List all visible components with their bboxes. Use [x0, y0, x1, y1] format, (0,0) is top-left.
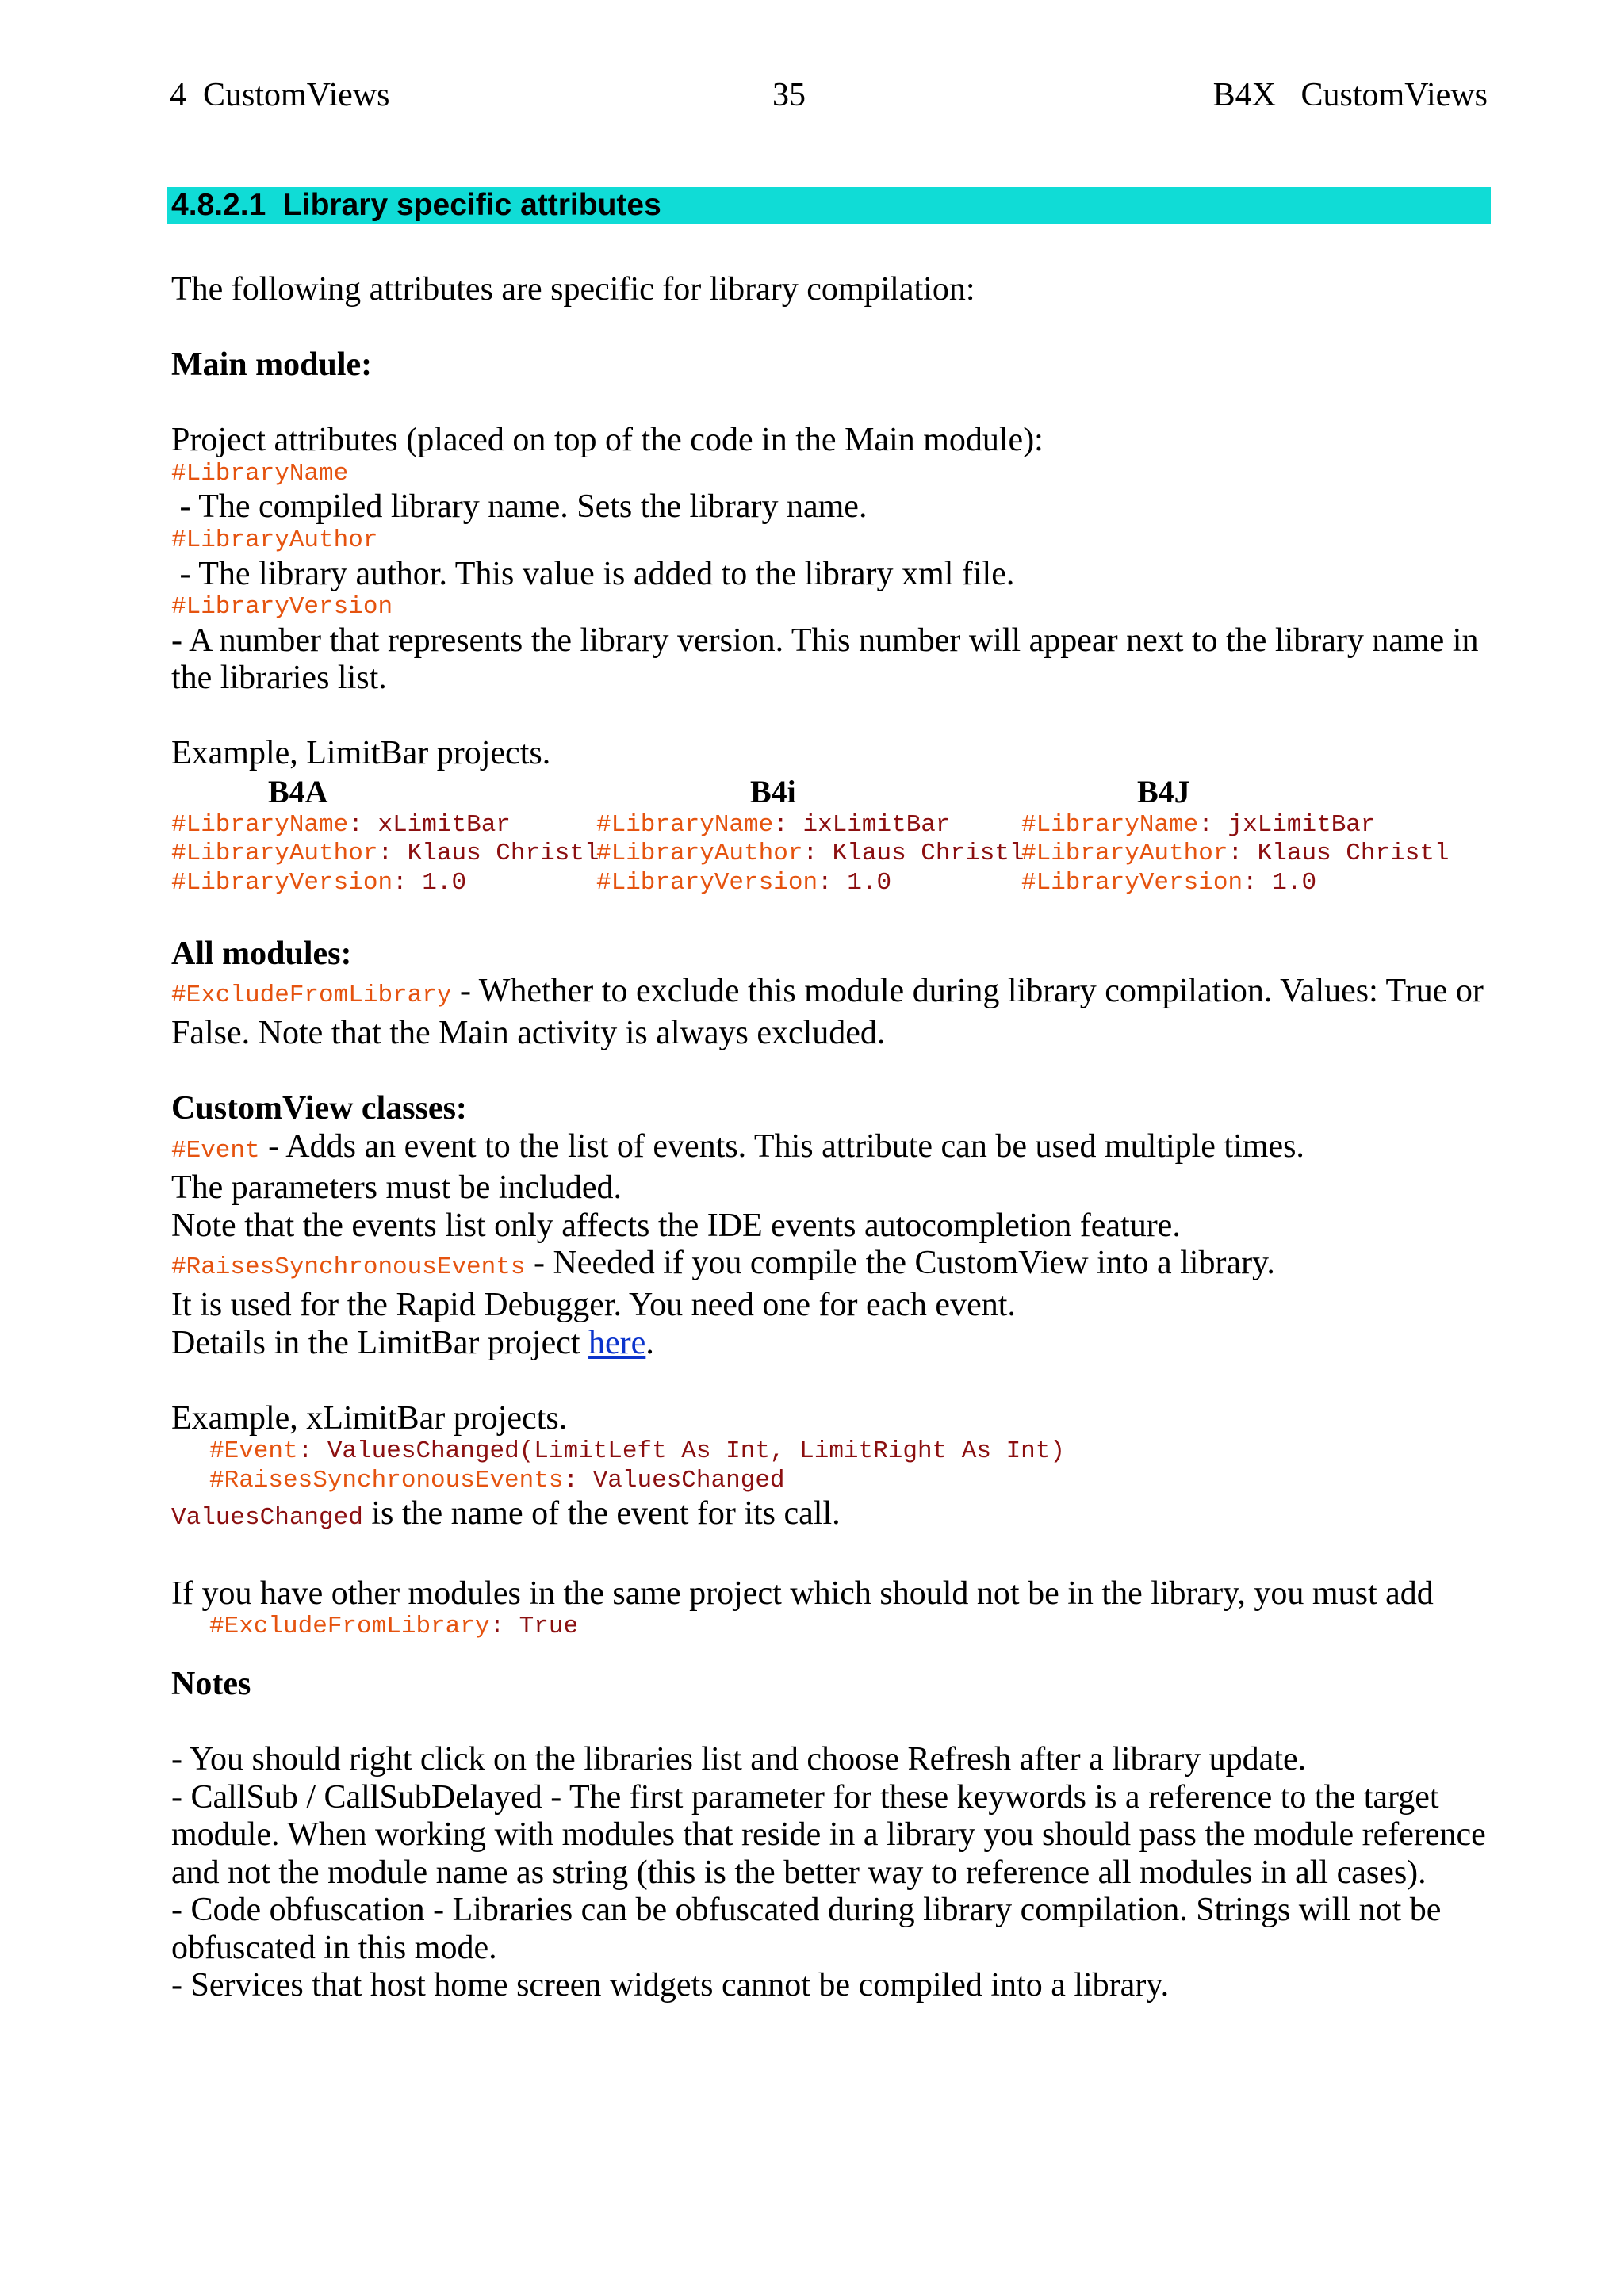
notes-line: - Services that host home screen widgets cannot be compiled into a library.	[171, 1967, 1170, 2004]
library-name-desc: - The compiled library name. Sets the library name.	[171, 488, 868, 526]
code-attr: #LibraryName	[596, 810, 774, 839]
code-attr: #LibraryAuthor	[1021, 840, 1228, 868]
library-author-attr: #LibraryAuthor	[171, 526, 378, 555]
values-changed-note: ValuesChanged is the name of the event for its call.	[171, 1495, 841, 1533]
column-header-b4j: B4J	[1137, 774, 1190, 810]
notes-line: obfuscated in this mode.	[171, 1929, 497, 1966]
header-book-title: B4X CustomViews	[1212, 77, 1488, 113]
raises-sync-attr: #RaisesSynchronousEvents	[171, 1253, 526, 1282]
exclude-from-library-text: #ExcludeFromLibrary - Whether to exclude this module during library compilation. Values: True or	[171, 973, 1484, 1010]
xlimitbar-code-line-2: #RaisesSynchronousEvents: ValuesChanged	[209, 1466, 785, 1494]
content-body	[171, 271, 1491, 2005]
code-value: 1.0	[422, 868, 467, 897]
platform-column-headers	[171, 773, 1491, 811]
section-heading: 4.8.2.1 Library specific attributes	[167, 187, 1491, 224]
code-value: Klaus Christl	[832, 840, 1025, 868]
code-value: jxLimitBar	[1228, 810, 1376, 839]
code-attr: #LibraryAuthor	[596, 840, 803, 868]
event-attr-text: #Event - Adds an event to the list of events. This attribute can be used multiple times.	[171, 1127, 1304, 1165]
notes-heading: Notes	[171, 1665, 251, 1702]
exclude-from-library-attr: #ExcludeFromLibrary	[171, 982, 452, 1010]
code-value: ixLimitBar	[802, 810, 951, 839]
code-value: Klaus Christl	[1257, 840, 1450, 868]
code-attr: #LibraryAuthor	[171, 840, 378, 868]
header-page-number: 35	[772, 77, 806, 113]
raises-sync-text: #RaisesSynchronousEvents - Needed if you compile the CustomView into a library.	[171, 1245, 1275, 1282]
notes-line: module. When working with modules that reside in a library you should pass the module reference	[171, 1816, 1486, 1854]
exclude-from-library-text-cont: False. Note that the Main activity is always excluded.	[171, 1014, 886, 1051]
customview-classes-heading: CustomView classes:	[171, 1090, 467, 1127]
library-version-attr: #LibraryVersion	[171, 593, 393, 622]
main-module-heading: Main module:	[171, 346, 373, 384]
code-attr: #LibraryVersion	[596, 868, 818, 897]
example-limitbar-intro: Example, LimitBar projects.	[171, 735, 551, 772]
code-row: #LibraryVersion: 1.0 #LibraryVersion: 1.0 #LibraryVersion: 1.0	[171, 868, 1317, 897]
here-link[interactable]: here	[588, 1324, 646, 1361]
parameters-text: The parameters must be included.	[171, 1169, 622, 1207]
all-modules-heading: All modules:	[171, 935, 352, 972]
library-version-desc: - A number that represents the library version. This number will appear next to the library name in	[171, 622, 1479, 659]
code-value: 1.0	[847, 868, 892, 897]
code-row: #LibraryName: xLimitBar #LibraryName: ixLimitBar #LibraryName: jxLimitBar	[171, 810, 1376, 839]
notes-line: - You should right click on the libraries list and choose Refresh after a library update.	[171, 1740, 1307, 1777]
event-attr: #Event	[171, 1136, 260, 1165]
column-header-b4a: B4A	[268, 774, 328, 810]
intro-text: The following attributes are specific for library compilation:	[171, 271, 975, 308]
code-value: Klaus Christl	[407, 840, 599, 868]
code-row: #LibraryAuthor: Klaus Christl #LibraryAuthor: Klaus Christl #LibraryAuthor: Klaus Christl	[171, 840, 1450, 868]
values-changed-code: ValuesChanged	[171, 1504, 363, 1533]
code-attr: #LibraryVersion	[171, 868, 393, 897]
project-attributes-text: Project attributes (placed on top of the code in the Main module):	[171, 422, 1044, 459]
exclude-true-code: #ExcludeFromLibrary: True	[209, 1613, 579, 1641]
code-value: 1.0	[1272, 868, 1317, 897]
events-list-note: Note that the events list only affects the IDE events autocompletion feature.	[171, 1207, 1181, 1244]
code-attr: #LibraryVersion	[1021, 868, 1243, 897]
details-text: Details in the LimitBar project here.	[171, 1324, 654, 1361]
page-header	[170, 76, 1488, 121]
notes-line: - Code obfuscation - Libraries can be obfuscated during library compilation. Strings will not be	[171, 1892, 1442, 1929]
code-attr: #LibraryName	[1021, 810, 1199, 839]
library-name-attr: #LibraryName	[171, 459, 349, 488]
header-chapter: 4 CustomViews	[170, 77, 390, 113]
code-value: xLimitBar	[377, 810, 511, 839]
notes-line: - CallSub / CallSubDelayed - The first parameter for these keywords is a reference to the target	[171, 1778, 1439, 1816]
library-author-desc: - The library author. This value is added to the library xml file.	[171, 555, 1015, 592]
notes-line: and not the module name as string (this is the better way to reference all modules in all cases).	[171, 1854, 1427, 1891]
rapid-debugger-text: It is used for the Rapid Debugger. You need one for each event.	[171, 1287, 1016, 1324]
limitbar-code-table	[171, 811, 1491, 898]
code-attr: #LibraryName	[171, 810, 349, 839]
xlimitbar-code-line-1: #Event: ValuesChanged(LimitLeft As Int, LimitRight As Int)	[209, 1437, 1065, 1466]
library-version-desc-cont: the libraries list.	[171, 660, 387, 697]
column-header-b4i: B4i	[750, 774, 796, 810]
example-xlimitbar-intro: Example, xLimitBar projects.	[171, 1399, 568, 1437]
other-modules-text: If you have other modules in the same project which should not be in the library, you must add	[171, 1575, 1434, 1612]
